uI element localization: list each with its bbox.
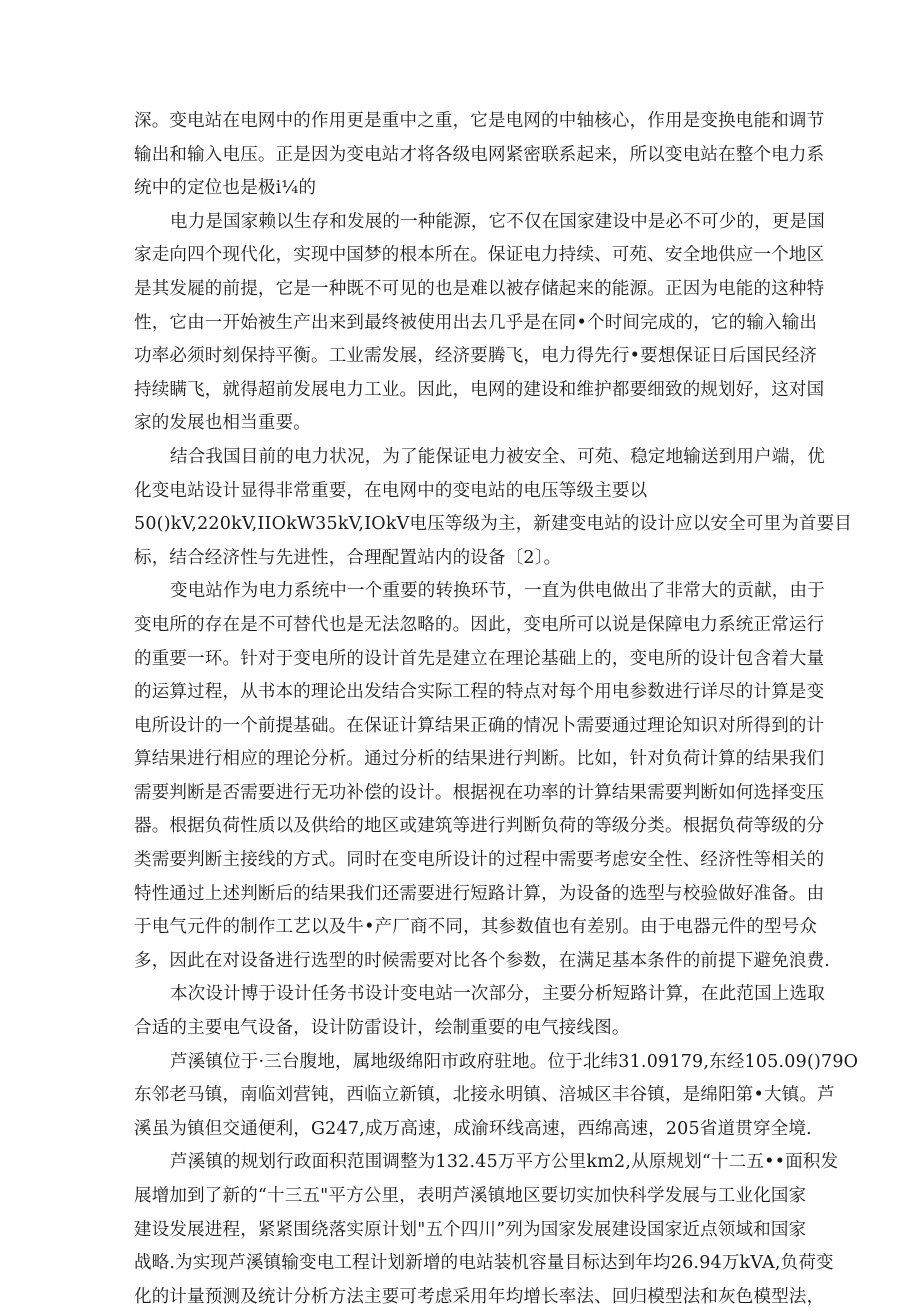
text-line: 建设发展进程，紧紧围绕落实原计划"五个四川”列为国家发展建设国家近点领域和国家 bbox=[134, 1219, 807, 1240]
paragraph-5 bbox=[134, 978, 825, 1045]
text-line: 变电所的存在是不可替代也是无法忽略的。因此，变电所可以说是保障电力系统正常运行 bbox=[134, 614, 825, 635]
text-line: 标，结合经济性与先进性，合理配置站内的设备〔2〕。 bbox=[134, 547, 562, 568]
paragraph-6 bbox=[134, 1046, 859, 1147]
text-line: 算结果进行相应的理论分析。通过分析的结果进行判断。比如，针对负荷计算的结果我们 bbox=[134, 749, 825, 770]
text-line: 电所设计的一个前提基础。在保证计算结果正确的情况卜需要通过理论知识对所得到的计 bbox=[134, 715, 825, 736]
text-line: 多，因此在对设备进行选型的时候需要对比各个参数，在满足基本条件的前提下避免浪费. bbox=[134, 950, 831, 971]
paragraph-1 bbox=[134, 105, 825, 206]
text-line: 家走向四个现代化，实现中国梦的根本所在。保证电力持续、可苑、安全地供应一个地区 bbox=[134, 245, 825, 266]
text-line: 东邻老马镇，南临刘营钝，西临立新镇，北接永明镇、涪城区丰谷镇，是绵阳第•大镇。芦 bbox=[134, 1085, 835, 1106]
text-line: 性，它由一开始被生产出来到最终被使用出去几乎是在同•个时间完成的，它的输入输出 bbox=[134, 312, 818, 333]
text-line: 家的发展也相当重要。 bbox=[134, 413, 311, 434]
text-line: 于电气元件的制作工艺以及牛•产厂商不同，其参数值也有差别。由于电器元件的型号众 bbox=[134, 917, 818, 938]
text-line: 的运算过程，从书本的理论出发结合实际工程的特点对每个用电参数进行详尽的计算是变 bbox=[134, 682, 825, 703]
text-line: 需要判断是否需要进行无功补偿的设计。根据视在功率的计算结果需要判断如何选择变压 bbox=[134, 782, 825, 803]
text-line: 是其发屣的前提，它是一种既不可见的也是难以被存储起来的能源。正因为电能的这种特 bbox=[134, 278, 825, 299]
text-line: 的重要一环。针对于变电所的设计首先是建立在理论基础上的，变电所的设计包含着大量 bbox=[134, 648, 825, 669]
text-line: 输出和输入电压。正是因为变电站才将各级电网紧密联系起来，所以变电站在整个电力系 bbox=[134, 144, 825, 165]
text-line: 展增加到了新的“十三五"平方公里，表明芦溪镇地区要切实加快科学发展与工业化国家 bbox=[134, 1186, 807, 1206]
text-line: 结合我国目前的电力状况，为了能保证电力被安全、可苑、稳定地输送到用户端，优 bbox=[170, 446, 825, 467]
text-line: 类需要判断主接线的方式。同时在变电所设计的过程中需要考虑安全性、经济性等相关的 bbox=[134, 850, 825, 871]
text-line: 深。变电站在电网中的作用更是重中之重，它是电网的中轴核心，作用是变换电能和调节 bbox=[134, 111, 825, 131]
paragraph-4 bbox=[134, 575, 831, 978]
text-line: 持续瞒飞，就得超前发展电力工业。因此，电网的建设和维护都要细致的规划好，这对国 bbox=[134, 379, 825, 400]
text-line: 50()kV,220kV,IIOkW35kV,IOkV电压等级为主，新建变电站的设计应以安全可里为首要目 bbox=[134, 514, 852, 535]
text-line: 合适的主要电气设备，设计防雷设计，绘制重要的电气接线图。 bbox=[134, 1018, 630, 1039]
text-line: 战略.为实现芦溪镇输变电工程计划新增的电站装机容量目标达到年均26.94万kVA,负荷变 bbox=[134, 1253, 834, 1274]
paragraph-3 bbox=[134, 441, 852, 575]
text-line: 变电站作为电力系统中一个重要的转换环节，一直为供电做出了非常大的贡献，由于 bbox=[170, 581, 825, 602]
text-line: 本次设计博于设计任务书设计变电站一次部分，主要分析短路计算，在此范国上选取 bbox=[170, 984, 825, 1005]
text-line: 功率必须时刻保持平衡。工业需发展，经济要腾飞，电力得先行•要想保证日后国民经济 bbox=[134, 346, 818, 367]
text-line: 器。根据负荷性质以及供给的地区或建筑等进行判断负荷的等级分类。根据负荷等级的分 bbox=[134, 816, 825, 837]
text-line: 芦溪镇的规划行政面积范围调整为132.45万平方公里km2,从原规划“十二五••面积发 bbox=[170, 1152, 839, 1173]
paragraph-2 bbox=[134, 206, 825, 441]
text-line: 电力是国家赖以生存和发展的一种能源，它不仅在国家建设中是必不可少的，更是国 bbox=[170, 211, 825, 232]
text-line: 统中的定位也是极i¼的 bbox=[134, 178, 317, 199]
text-line: 化的计量预测及统计分析方法主要可考虑采用年均增长率法、回归模型法和灰色模型法， bbox=[134, 1286, 825, 1307]
text-line: 特性通过上述判断后的结果我们还需要进行短路计算，为设备的选型与校验做好准备。由 bbox=[134, 883, 825, 904]
paragraph-7 bbox=[134, 1146, 839, 1314]
text-line: 溪虽为镇但交通便利，G247,成万高速，成渝环线高速，西绵高速，205省道贯穿全境. bbox=[134, 1118, 812, 1139]
text-line: 化变电站设计显得非常重要，在电网中的变电站的电压等级主要以 bbox=[134, 480, 648, 501]
text-line: 芦溪镇位于·三台腹地，属地级绵阳市政府驻地。位于北纬31.09179,东经105.09()79O bbox=[170, 1051, 859, 1072]
